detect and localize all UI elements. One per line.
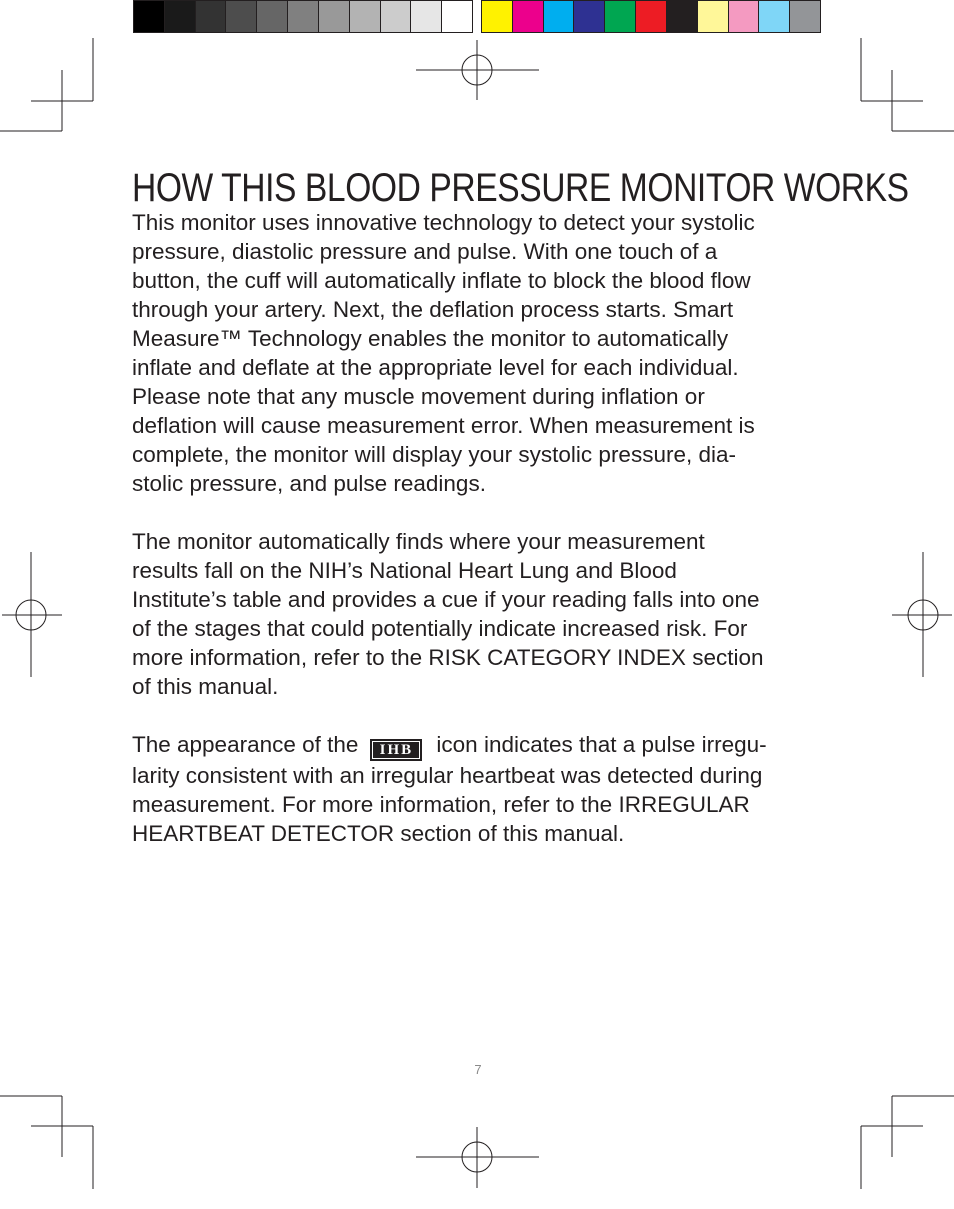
gray-swatch — [288, 1, 319, 32]
color-swatch — [636, 1, 667, 32]
text-line: This monitor uses innovative technology to detect your systolic — [132, 210, 755, 235]
color-swatch — [698, 1, 729, 32]
gray-swatch — [196, 1, 227, 32]
registration-mark-bottom — [416, 1127, 539, 1188]
gray-swatch — [165, 1, 196, 32]
color-swatch — [759, 1, 790, 32]
text-line: pressure, diastolic pressure and pulse. With one touch of a — [132, 239, 718, 264]
color-swatch — [513, 1, 544, 32]
paragraph-risk-category — [132, 527, 832, 701]
color-swatch — [574, 1, 605, 32]
text-line: deflation will cause measurement error. When measurement is — [132, 413, 755, 438]
color-swatch — [544, 1, 575, 32]
grayscale-color-bar — [133, 0, 473, 33]
paragraph-how-it-works — [132, 208, 832, 498]
text-line: The monitor automatically finds where your measurement — [132, 529, 705, 554]
text-line: larity consistent with an irregular heartbeat was detected during — [132, 763, 763, 788]
gray-swatch — [442, 1, 472, 32]
color-swatch — [729, 1, 760, 32]
text-line: through your artery. Next, the deflation process starts. Smart — [132, 297, 734, 322]
text-line: more information, refer to the RISK CATEGORY INDEX section — [132, 645, 764, 670]
ihb-icon: IHB — [370, 739, 422, 761]
text-fragment: icon indicates that a pulse irregu- — [436, 732, 767, 757]
gray-swatch — [381, 1, 412, 32]
gray-swatch — [350, 1, 381, 32]
color-swatch — [667, 1, 698, 32]
color-swatch — [605, 1, 636, 32]
text-line: measurement. For more information, refer to the IRREGULAR — [132, 792, 750, 817]
registration-mark-top — [416, 40, 539, 100]
gray-swatch — [411, 1, 442, 32]
text-line: stolic pressure, and pulse readings. — [132, 471, 486, 496]
text-line: Institute’s table and provides a cue if your reading falls into one — [132, 587, 760, 612]
color-swatch — [482, 1, 513, 32]
gray-swatch — [257, 1, 288, 32]
text-line-with-icon — [132, 730, 832, 761]
registration-mark-left — [2, 552, 62, 677]
text-line: complete, the monitor will display your systolic pressure, dia- — [132, 442, 736, 467]
text-line: inflate and deflate at the appropriate level for each individual. — [132, 355, 739, 380]
text-line: of the stages that could potentially indicate increased risk. For — [132, 616, 748, 641]
text-line: Please note that any muscle movement during inflation or — [132, 384, 705, 409]
text-line: results fall on the NIH’s National Heart Lung and Blood — [132, 558, 677, 583]
gray-swatch — [226, 1, 257, 32]
color-swatch — [790, 1, 820, 32]
text-line: button, the cuff will automatically inflate to block the blood flow — [132, 268, 751, 293]
registration-mark-right — [892, 552, 952, 677]
text-fragment: The appearance of the — [132, 732, 359, 757]
gray-swatch — [319, 1, 350, 32]
page-title: HOW THIS BLOOD PRESSURE MONITOR WORKS — [132, 166, 909, 210]
page-number: 7 — [474, 1062, 482, 1077]
gray-swatch — [134, 1, 165, 32]
process-color-bar — [481, 0, 821, 33]
text-line: of this manual. — [132, 674, 279, 699]
text-line: HEARTBEAT DETECTOR section of this manual. — [132, 821, 625, 846]
text-line: Measure™ Technology enables the monitor to automatically — [132, 326, 729, 351]
body-text — [132, 208, 832, 877]
paragraph-irregular-heartbeat — [132, 730, 832, 848]
